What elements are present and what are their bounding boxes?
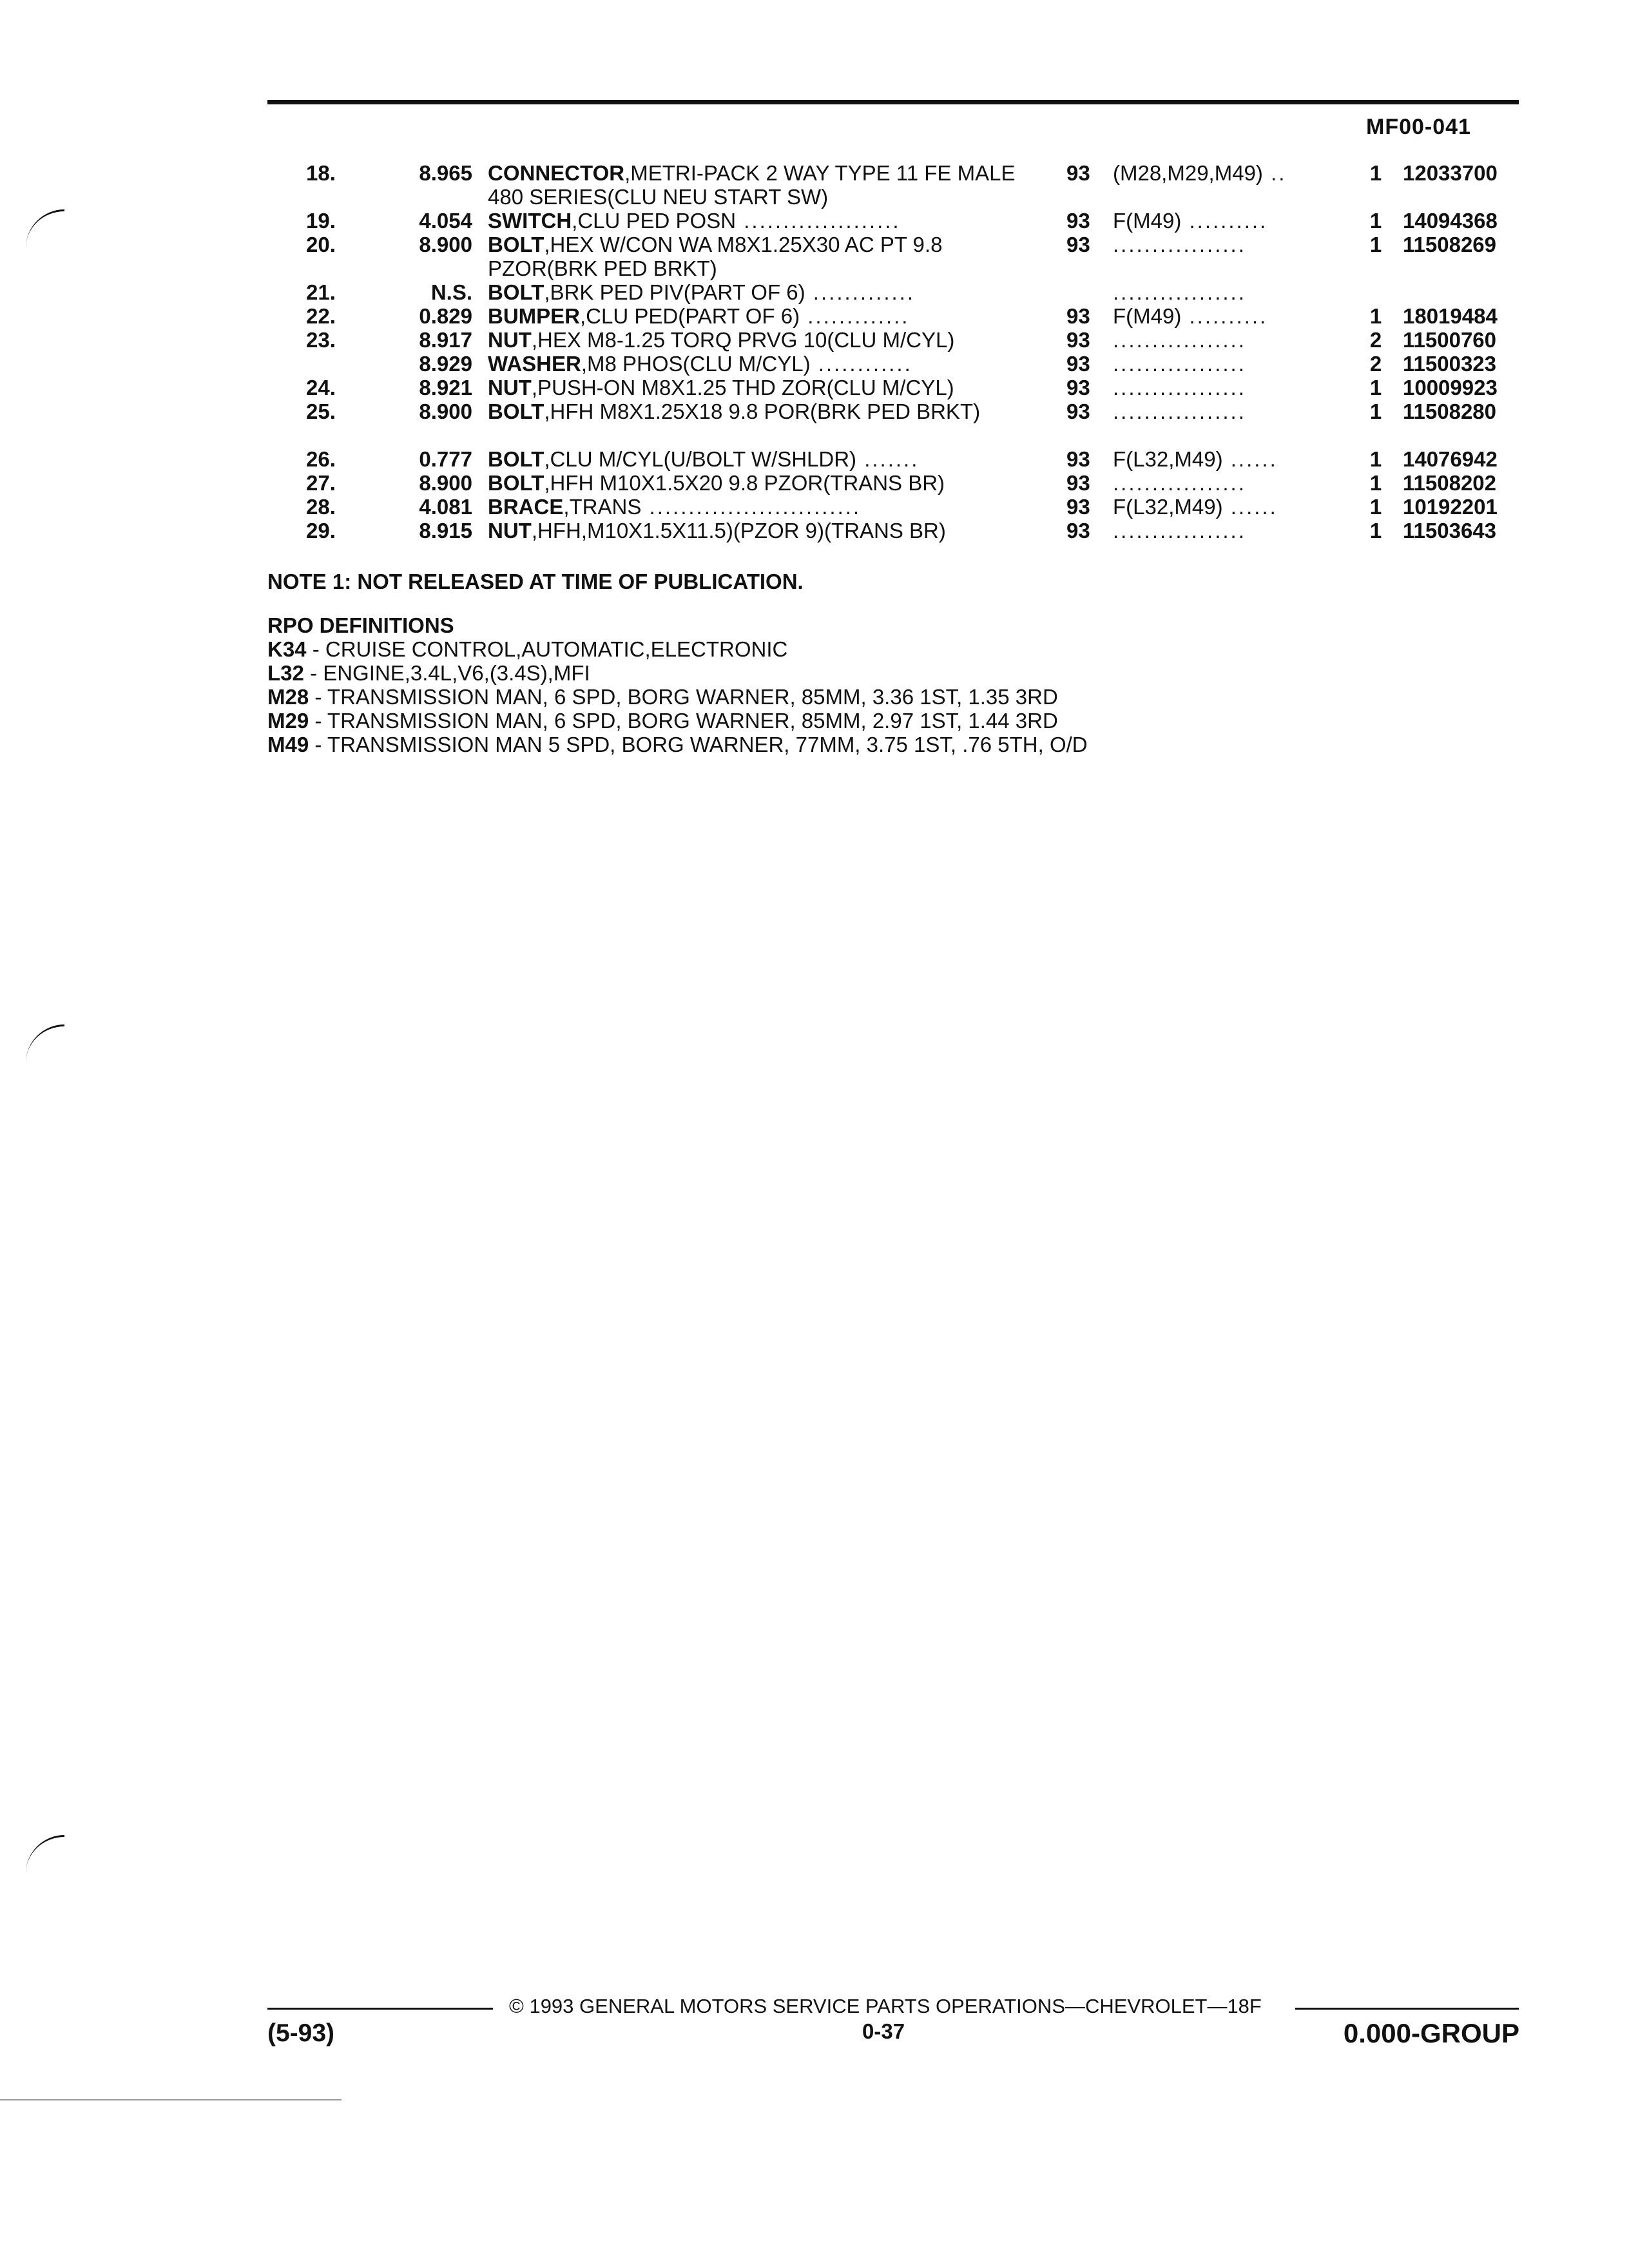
illustration-number: 0.777 [419,447,472,471]
part-row [267,161,1521,209]
rpo-line [267,661,1088,685]
part-detail: ,HFH M8X1.25X18 9.8 POR(BRK PED BRKT) [544,399,981,423]
part-description [488,161,1036,209]
leader-dots: ........................... [641,495,862,519]
model-usage [1113,447,1342,471]
part-name: WASHER [488,352,581,376]
illustration-number: 8.917 [419,328,472,352]
leader-dots: .......... [1181,304,1268,328]
part-detail: ,TRANS [563,495,642,519]
part-row [267,280,1521,304]
leader-dots: ............. [800,304,910,328]
quantity: 1 [1369,495,1382,519]
part-row [267,304,1521,328]
part-name: BRACE [488,495,564,519]
model-year: 93 [1066,447,1090,471]
publication-note: NOTE 1: NOT RELEASED AT TIME OF PUBLICATION. [267,570,804,593]
part-number: 11508269 [1403,233,1497,256]
part-description [488,352,1036,376]
item-number: 27. [306,471,336,495]
part-number: 11508202 [1403,471,1497,495]
part-number: 18019484 [1403,304,1498,328]
model-usage [1113,161,1342,185]
part-name: NUT [488,519,532,543]
rpo-text: - TRANSMISSION MAN, 6 SPD, BORG WARNER, 85MM, 3.36 1ST, 1.35 3RD [309,685,1058,709]
model-usage [1113,280,1342,304]
part-description [488,233,1036,280]
model-usage [1113,519,1342,543]
part-detail: ,CLU PED(PART OF 6) [580,304,800,328]
illustration-number: 8.915 [419,519,472,543]
quantity: 1 [1369,519,1382,543]
part-name: BOLT [488,233,545,256]
rpo-title: RPO DEFINITIONS [267,613,454,637]
item-number: 26. [306,447,336,471]
part-row [267,328,1521,352]
part-row [267,376,1521,399]
part-detail: ,HEX M8-1.25 TORQ PRVG 10(CLU M/CYL) [531,328,955,352]
item-number: 24. [306,376,336,399]
part-detail: ,HFH,M10X1.5X11.5)(PZOR 9)(TRANS BR) [531,519,946,543]
part-detail: ,PUSH-ON M8X1.25 THD ZOR(CLU M/CYL) [531,376,954,399]
usage-code: (M28,M29,M49) [1113,161,1263,185]
illustration-number: N.S. [430,280,472,304]
model-usage [1113,352,1342,376]
quantity: 2 [1369,328,1382,352]
rpo-code: L32 [267,661,304,685]
leader-dots: .................... [736,209,901,233]
part-row [267,209,1521,233]
part-row [267,447,1521,471]
illustration-number: 8.900 [419,399,472,423]
leader-dots: ................. [1113,328,1246,352]
part-name: BOLT [488,399,545,423]
rpo-text: - CRUISE CONTROL,AUTOMATIC,ELECTRONIC [306,637,788,661]
part-description [488,495,1036,519]
leader-dots: ................. [1113,352,1246,376]
leader-dots: ...... [1222,447,1278,471]
model-usage [1113,495,1342,519]
part-description [488,304,1036,328]
item-number: 22. [306,304,336,328]
part-description [488,376,1036,399]
leader-dots: ................. [1113,376,1246,399]
binding-hole-mark [26,1024,64,1065]
leader-dots: ................. [1113,399,1246,423]
rpo-line [267,733,1088,756]
part-number: 11500760 [1403,328,1497,352]
rpo-line [267,637,1088,661]
part-detail: ,CLU PED POSN [572,209,737,233]
part-name: BOLT [488,280,545,304]
part-row [267,352,1521,376]
footer-rule-left [267,2008,493,2010]
model-year: 93 [1066,352,1090,376]
model-year: 93 [1066,376,1090,399]
part-number: 14076942 [1403,447,1498,471]
leader-dots: ................. [1113,233,1246,256]
item-number: 21. [306,280,336,304]
model-usage [1113,209,1342,233]
rpo-code: M29 [267,709,309,733]
part-name: NUT [488,328,532,352]
part-number: 14094368 [1403,209,1498,233]
model-year: 93 [1066,399,1090,423]
item-number: 18. [306,161,336,185]
model-usage [1113,328,1342,352]
footer-date: (5-93) [267,2019,335,2047]
part-detail: ,M8 PHOS(CLU M/CYL) [581,352,811,376]
model-year: 93 [1066,519,1090,543]
parts-list [267,161,1521,543]
leader-dots: ............. [805,280,915,304]
leader-dots: .......... [1181,209,1268,233]
part-description [488,280,1036,304]
footer-group: 0.000-GROUP [1343,2018,1519,2048]
model-year: 93 [1066,495,1090,519]
part-description [488,399,1036,423]
leader-dots: ................. [1113,280,1246,304]
quantity: 1 [1369,233,1382,256]
part-number: 11500323 [1403,352,1497,376]
rpo-text: - ENGINE,3.4L,V6,(3.4S),MFI [304,661,590,685]
model-usage [1113,376,1342,399]
quantity: 1 [1369,376,1382,399]
part-number: 10192201 [1403,495,1498,519]
quantity: 1 [1369,399,1382,423]
quantity: 1 [1369,161,1382,185]
illustration-number: 4.054 [419,209,472,233]
part-row [267,495,1521,519]
part-number: 11508280 [1403,399,1497,423]
quantity: 1 [1369,209,1382,233]
page-edge-line [0,2099,342,2100]
leader-dots: ....... [856,447,920,471]
rpo-text: - TRANSMISSION MAN, 6 SPD, BORG WARNER, 85MM, 2.97 1ST, 1.44 3RD [309,709,1058,733]
rpo-line [267,685,1088,709]
part-row [267,233,1521,280]
illustration-number: 8.900 [419,233,472,256]
quantity: 1 [1369,447,1382,471]
item-number: 19. [306,209,336,233]
model-year: 93 [1066,161,1090,185]
header-rule [267,100,1519,104]
part-detail: ,HEX W/CON WA M8X1.25X30 AC PT 9.8 PZOR(BRK PED BRKT) [488,233,943,280]
quantity: 1 [1369,471,1382,495]
rpo-text: - TRANSMISSION MAN 5 SPD, BORG WARNER, 77MM, 3.75 1ST, .76 5TH, O/D [309,733,1088,756]
model-year: 93 [1066,233,1090,256]
illustration-number: 8.965 [419,161,472,185]
part-number: 11503643 [1403,519,1497,543]
quantity: 2 [1369,352,1382,376]
rpo-code: M49 [267,733,309,756]
usage-code: F(L32,M49) [1113,447,1223,471]
illustration-number: 0.829 [419,304,472,328]
leader-dots: ............ [810,352,912,376]
model-usage [1113,399,1342,423]
usage-code: F(M49) [1113,209,1182,233]
leader-dots: ................. [1113,471,1246,495]
part-name: CONNECTOR [488,161,625,185]
part-row [267,471,1521,495]
leader-dots: .. [1262,161,1287,185]
quantity: 1 [1369,304,1382,328]
part-detail: ,BRK PED PIV(PART OF 6) [544,280,805,304]
model-year: 93 [1066,471,1090,495]
rpo-code: M28 [267,685,309,709]
item-number: 25. [306,399,336,423]
model-year: 93 [1066,328,1090,352]
illustration-number: 8.929 [419,352,472,376]
model-year: 93 [1066,209,1090,233]
part-row [267,519,1521,543]
model-usage [1113,471,1342,495]
illustration-number: 4.081 [419,495,472,519]
usage-code: F(M49) [1113,304,1182,328]
part-name: NUT [488,376,532,399]
footer-copyright: © 1993 GENERAL MOTORS SERVICE PARTS OPERATIONS—CHEVROLET—18F [509,1995,1262,2017]
part-name: SWITCH [488,209,572,233]
leader-dots: ................. [1113,519,1246,543]
item-number: 29. [306,519,336,543]
part-description [488,328,1036,352]
item-number: 20. [306,233,336,256]
model-usage [1113,233,1342,256]
part-row [267,399,1521,447]
part-description [488,519,1036,543]
illustration-number: 8.900 [419,471,472,495]
leader-dots: ...... [1222,495,1278,519]
part-number: 12033700 [1403,161,1498,185]
footer-page-number: 0-37 [862,2019,905,2043]
rpo-line [267,709,1088,733]
part-name: BUMPER [488,304,581,328]
part-description [488,209,1036,233]
part-name: BOLT [488,447,545,471]
part-detail: ,HFH M10X1.5X20 9.8 PZOR(TRANS BR) [544,471,945,495]
footer-rule-right [1295,2008,1519,2010]
part-detail: ,METRI-PACK 2 WAY TYPE 11 FE MALE 480 SERIES(CLU NEU START SW) [488,161,1016,209]
usage-code: F(L32,M49) [1113,495,1223,519]
part-number: 10009923 [1403,376,1498,399]
item-number: 28. [306,495,336,519]
part-description [488,471,1036,495]
part-name: BOLT [488,471,545,495]
page-code: MF00-041 [1366,115,1471,139]
model-usage [1113,304,1342,328]
part-detail: ,CLU M/CYL(U/BOLT W/SHLDR) [544,447,857,471]
rpo-code: K34 [267,637,307,661]
binding-hole-mark [26,1835,64,1876]
binding-hole-mark [26,209,64,250]
part-description [488,447,1036,471]
model-year: 93 [1066,304,1090,328]
illustration-number: 8.921 [419,376,472,399]
item-number: 23. [306,328,336,352]
rpo-definitions [267,613,1088,756]
